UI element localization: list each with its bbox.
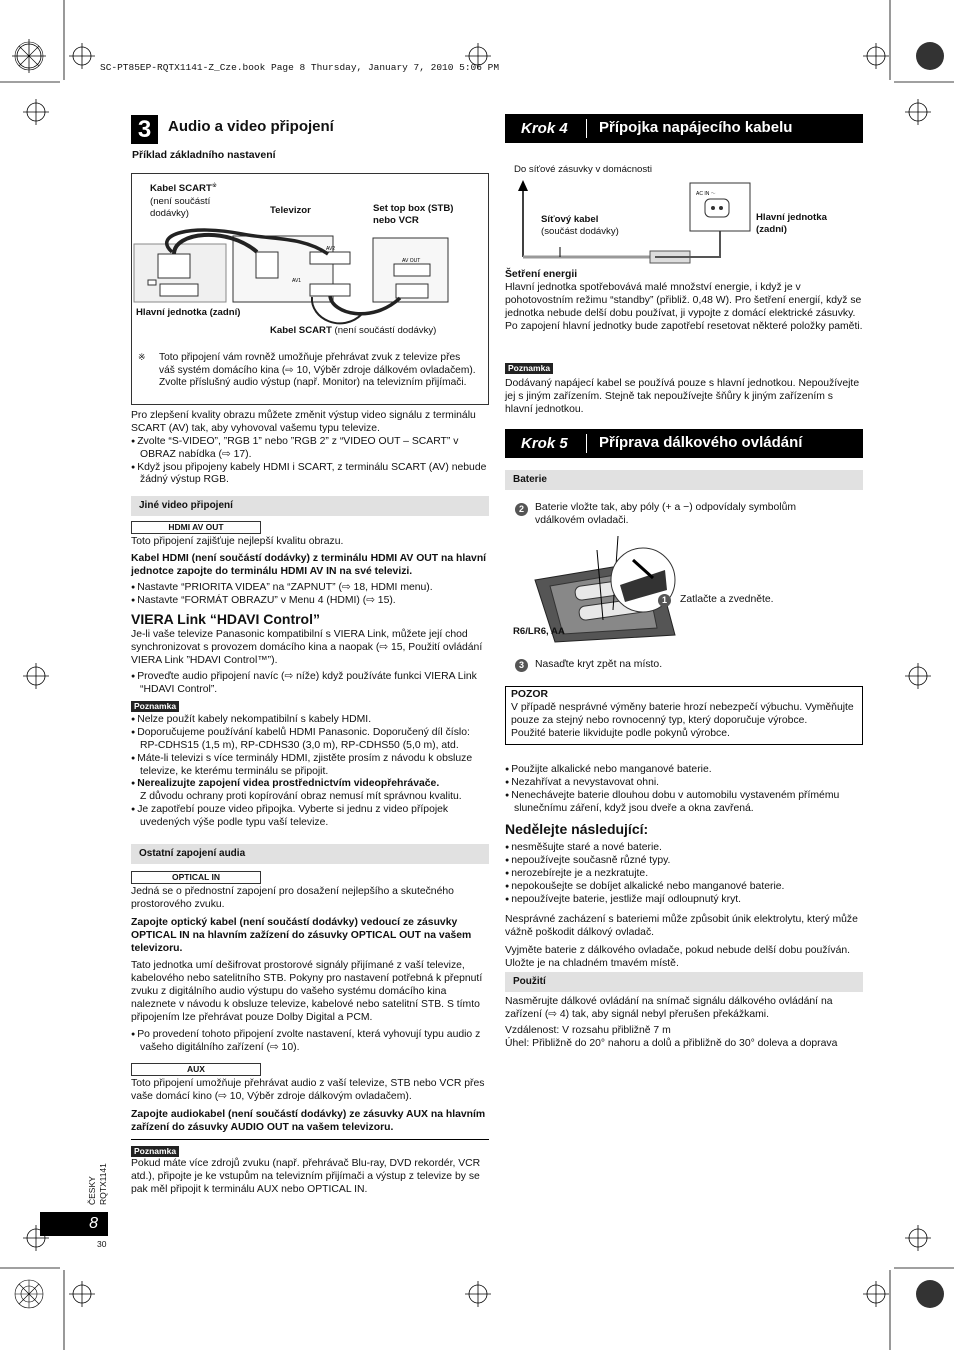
battery-step3-text: Nasaďte kryt zpět na místo. [535,659,663,670]
note-bold-sub: Z důvodu ochrany proti kopírování obraz nemusí mít správnou kvalitu. [140,791,462,803]
main-unit-label: Hlavní jednotka (zadní) [136,307,241,318]
connection-diagram [131,173,489,405]
dont-bullet: ● nepokoušejte se dobíjet alkalické nebo manganové baterie. [505,881,863,894]
battery-step2-num: 2 [515,503,528,517]
energy-text2: Po zapojení hlavní jednotky bude zapotřebí resetovat některé položky paměti. [505,320,863,332]
port-avout: AV OUT [402,258,421,264]
hdmi-text: Toto připojení zajišťuje nejlepší kvalitu obrazu. [131,536,344,547]
diagram-note: Toto připojení vám rovněž umožňuje přehrávat zvuk z televize přes váš systém domácího kina (⇨ 10, Výběr zdroje dálkovém ovladačem). Zvolte příslušný audio výstup (např. Monitor) na televizním přijímači. [159,352,476,389]
battery-band: Baterie [505,470,863,490]
power-note: Dodávaný napájecí kabel se používá pouze s hlavní jednotkou. Nepoužívejte jej s jiným zařízením. Stejně tak nepoužívejte šňůry k jiným zařízením s hlavní jednotkou. [505,378,860,415]
note-tag: Poznamka [131,701,179,714]
caution-title: POZOR [511,689,548,700]
scart-cable-sub: (není součástí dodávky) [150,196,211,219]
hdmi-bold: Kabel HDMI (není součástí dodávky) z terminálu HDMI AV OUT na hlavní jednotce zapojte do terminálu HDMI AV IN na své televizi. [131,552,487,577]
left-body-1 [131,410,489,487]
battery-diagram [505,500,863,685]
dont-bullet: ● nepoužívejte baterie, jestliže mají odloupnutý kryt. [505,894,863,907]
dont-bullet: ● nepoužívejte současně různé typy. [505,855,863,868]
section-number: 3 [131,115,158,144]
hdmi-tag: HDMI AV OUT [131,521,261,534]
viera-section [131,629,489,696]
diagram-note-mark: ※ [138,352,146,362]
stb-label: Set top box (STB) nebo VCR [373,203,454,226]
battery-type: R6/LR6, AA [513,626,565,637]
optical-bold: Zapojte optický kabel (není součástí dodávky) vedoucí ze zásuvky OPTICAL IN na hlavním zažízení do zásuvky OPTICAL OUT na vašem televizoru. [131,916,472,954]
dont-bullet: ● nesměšujte staré a nové baterie. [505,842,863,855]
viera-bullet: ● Proveďte audio připojení navíc (⇨ níže) když používáte funkci VIERA Link “HDAVI Control”. [131,671,489,697]
cord-label: Síťový kabel (součást dodávky) [541,214,619,237]
optical-bullet: ● Po provedení tohoto připojení zvolte nastavení, která vyhovují typu audio z vašeho digitálního zařízení (⇨ 10). [131,1029,489,1055]
sub-page-number: 30 [97,1239,107,1249]
scart-cable-label: Kabel SCART※ [150,183,217,195]
use-band: Použití [505,972,863,992]
footer-code: RQTX1141 [98,1163,108,1205]
dont-bullet: ● nerozebírejte je a nezkratujte. [505,868,863,881]
step5-krok: Krok 5 [505,434,587,453]
power-note-tag: Poznamka [505,363,553,376]
aux-section [131,1078,489,1135]
intro-text: Pro zlepšení kvality obrazu můžete změnit výstup video signálu z terminálu SCART (AV) tak, aby vyhovoval vašemu typu televize. [131,410,476,434]
note-bullet: ● Je zapotřebí pouze video připojka. Vyberte si jednu z video přípojek uvedených výše podle typu vaší televize. [131,804,489,830]
energy-section [505,269,863,333]
battery-bullets [505,764,863,816]
step5-bar [505,429,863,458]
battery-bullet: ● Použijte alkalické nebo manganové baterie. [505,764,863,777]
scart-bottom-label: Kabel SCART (není součástí dodávky) [270,325,437,336]
battery-step1-text: Zatlačte a zvedněte. [680,594,774,605]
print-header: SC-PT85EP-RQTX1141-Z_Cze.book Page 8 Thursday, January 7, 2010 5:06 PM [100,62,500,73]
caution-box [505,686,863,745]
step4-title: Přípojka napájecího kabelu [599,119,793,137]
optical-text2: Tato jednotka umí dešifrovat prostorové signály přijímané z vaší televize, kabelového nebo satelitního STB. Pokyny pro nastavení potřebná k přepnutí zvuku z digitálního audio výstupu do vašeho systému domácího kina naleznete v návodu k obsluze televize, kabelové nebo satelitní STB. S tímto připojením lze přehrávat pouze Dolby Digital a PCM. [131,960,483,1024]
viera-title: VIERA Link “HDAVI Control” [131,611,320,627]
battery-step1-num: 1 [658,594,671,608]
dont-text: Nesprávné zacházení s bateriemi může způsobit únik elektrolytu, který může vážně poškodit dálkový ovladač. [505,914,858,939]
energy-title: Šetření energii [505,269,578,280]
note-bold-bullet: ● Nerealizujte zapojení videa prostřednictvím videopřehrávače. [131,778,489,791]
port-av1: AV1 [292,278,302,284]
viera-text: Je-li vaše televize Panasonic kompatibilní s VIERA Link, můžete její chod synchronizovat s provozem domácího kina a naopak (⇨ 15, Použití ovládání VIERA Link ”HDAVI Control™”). [131,629,483,666]
step5-title: Příprava dálkového ovládání [599,434,803,452]
dont-section [505,842,863,971]
optical-text: Jedná se o přednostní zapojení pro dosažení nejlepšího a skutečného prostorového zvuku. [131,886,454,910]
unit-label: Hlavní jednotka (zadní) [756,212,827,235]
power-diagram [505,155,863,265]
note-bullet: ● Doporučujeme používání kabelů HDMI Panasonic. Doporučený díl číslo: RP-CDHS15 (1,5 m), RP-CDHS30 (3,0 m), RP-CDHS50 (5,0 m), atd. [131,727,489,753]
ac-in-label: AC IN ～ [696,191,716,197]
aux-note-tag: Poznamka [131,1146,179,1159]
caution-text2: Použité baterie likvidujte podle pokynů výrobce. [511,727,730,739]
aux-divider [131,1139,489,1140]
page-number: 8 [40,1212,108,1236]
intro-bullet: ● Zvolte “S-VIDEO”, ”RGB 1” nebo ”RGB 2” z “VIDEO OUT – SCART” v OBRAZ nabídka (⇨ 17). [131,436,489,462]
battery-step2-text: Baterie vložte tak, aby póly (+ a −) odpovídaly symbolům vdálkovém ovladači. [535,502,797,526]
step4-krok: Krok 4 [505,119,587,138]
dont-text2: Vyjměte baterie z dálkového ovladače, pokud nebude delší dobu používán. Uložte je na chladném tmavém místě. [505,945,851,970]
hdmi-section [131,536,489,607]
audio-band: Ostatní zapojení audia [131,844,489,864]
optical-section [131,886,489,1055]
intro-bullet: ● Když jsou připojeny kabely HDMI i SCART, z terminálu SCART (AV) nebude žádný výstup RGB. [131,462,489,488]
section-title: Audio a video připojení [168,118,334,135]
energy-text: Hlavní jednotka spotřebovává malé množství energie, i když je v pohotovostním režimu “standby” (přibliž. 0,48 W). Pro šetření energií, když se jednotka nebude delší dobu používat, ji vypojte z domácí elektrické zásuvky. [505,281,862,319]
use-text: Nasměrujte dálkové ovládání na snímač signálu dálkového ovládání na zařízení (⇨ 4) tak, aby signál nebyl přerušen překážkami. [505,996,833,1020]
other-video-band: Jiné video připojení [131,496,489,516]
note-bullet: ● Máte-li televizi s více terminály HDMI, zjistěte prosím z návodu k obsluze televize, ke kterému terminálu se připojit. [131,753,489,779]
battery-bullet: ● Nenechávejte baterie dlouhou dobu v automobilu vystaveném přímému slunečnímu záření, když jsou dveře a okna zavřená. [505,790,863,816]
caution-text: V případě nesprávné výměny baterie hrozí nebezpečí výbuchu. Vyměňujte pouze za stejný nebo rovnocenný typ, který doporučuje výrobce. [511,701,854,726]
aux-note: Pokud máte více zdrojů zvuku (např. přehrávač Blu-ray, DVD rekordér, VCR atd.), připojte je ke vstupům na televizním přijímači a výstup z televize by se pak měl připojit k terminálu AUX nebo OPTICAL IN. [131,1158,481,1195]
power-cord-illustration [505,155,863,265]
use-section [505,996,863,1051]
aux-bold: Zapojte audiokabel (není součástí dodávky) ze zásuvky AUX na hlavním zařízení do zásuvky AUDIO OUT na vašem televizoru. [131,1108,486,1133]
example-title: Příklad základního nastavení [132,149,276,161]
note-bullet: ● Nelze použít kabely nekompatibilní s kabely HDMI. [131,714,489,727]
outlet-label: Do síťové zásuvky v domácnosti [514,164,652,175]
port-av2: AV2 [326,246,336,252]
dont-title: Nedělejte následující: [505,821,649,837]
footer-lang: ČESKY [87,1176,97,1205]
hdmi-bullet: ● Nastavte “FORMÁT OBRAZU” v Menu 4 (HDMI) (⇨ 15). [131,595,489,608]
step4-bar [505,114,863,143]
battery-step3-num: 3 [515,659,528,673]
use-angle: Úhel: Přibližně do 20° nahoru a dolů a přibližně do 30° doleva a doprava [505,1037,838,1049]
note-section [131,714,489,830]
use-distance: Vzdálenost: V rozsahu přibližně 7 m [505,1024,671,1036]
aux-text: Toto připojení umožňuje přehrávat audio z vaší televize, STB nebo VCR přes vaše domácí kino (⇨ 10, Výběr zdroje dálkovým ovladačem). [131,1078,485,1102]
hdmi-bullet: ● Nastavte “PRIORITA VIDEA” na “ZAPNUT” (⇨ 18, HDMI menu). [131,582,489,595]
optical-tag: OPTICAL IN [131,871,261,884]
tv-label: Televizor [270,205,311,216]
aux-tag: AUX [131,1063,261,1076]
battery-bullet: ● Nezahřívat a nevystavovat ohni. [505,777,863,790]
